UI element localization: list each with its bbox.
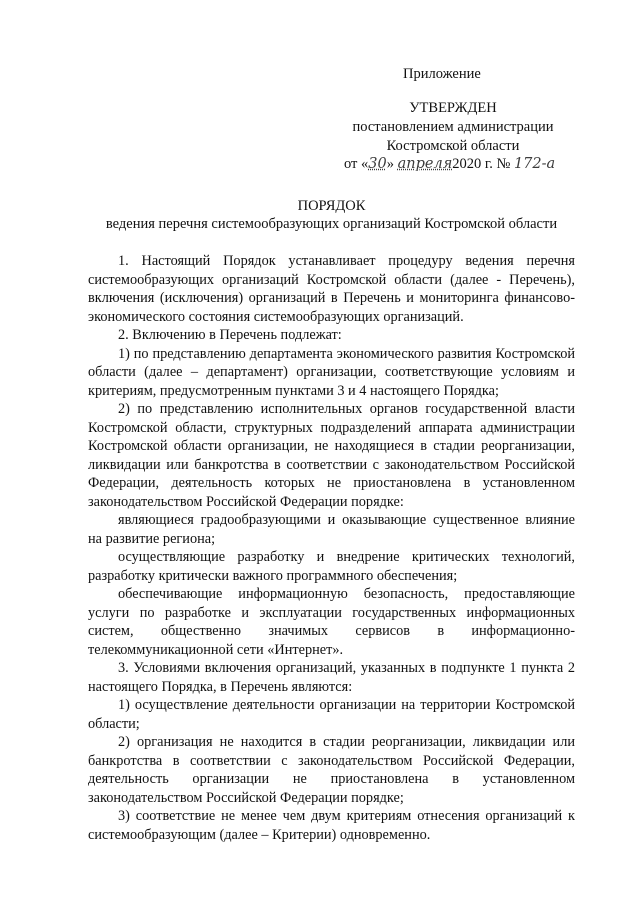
approved-stamp: УТВЕРЖДЕН (409, 100, 497, 116)
paragraph: 2. Включению в Перечень подлежат: (118, 327, 342, 343)
paragraph: 3. Условиями включения организаций, указанных в подпункте 1 пункта 2 настоящего Порядка, в Перечень являются: (88, 660, 575, 695)
document-title: ПОРЯДОК (297, 198, 366, 214)
paragraph: 1) по представлению департамента экономического развития Костромской области (далее – департамент) организации, соответствующие условиям и критериям, предусмотренным пунктами 3 и 4 настоящего Порядка; (88, 345, 575, 399)
paragraph: 1) осуществление деятельности организации на территории Костромской области; (88, 697, 575, 732)
date-month-handwritten: апреля (397, 156, 453, 172)
document-subtitle: ведения перечня системообразующих организаций Костромской области (105, 216, 558, 232)
paragraph: осуществляющие разработку и внедрение критических технологий, разработку критически важного программного обеспечения; (88, 549, 575, 584)
decree-number-handwritten: 172-а (513, 156, 556, 172)
paragraph: 1. Настоящий Порядок устанавливает процедуру ведения перечня системообразующих организаций Костромской области (далее - Перечень), включения (исключения) организаций в Перечень и мониторинга финансово-экономического состояния системообразующих организаций. (88, 253, 575, 325)
paragraph: являющиеся градообразующими и оказывающие существенное влияние на развитие региона; (88, 512, 575, 547)
document-body (88, 252, 575, 844)
region-line: Костромской области (386, 138, 520, 154)
date-mid: » (386, 156, 398, 172)
date-year: 2020 г. № (452, 156, 511, 172)
paragraph: обеспечивающие информационную безопасность, предоставляющие услуги по разработке и эксплуатации государственных информационных систем, общественно значимых сервисов в информационно-телекоммуникационной сети «Интернет». (88, 586, 575, 658)
date-day-handwritten: 30 (368, 156, 387, 172)
appendix-label: Приложение (403, 66, 481, 82)
date-prefix: от « (344, 156, 369, 172)
paragraph: 3) соответствие не менее чем двум критериям отнесения организаций к системообразующим (далее – Критерии) одновременно. (88, 808, 575, 843)
decree-date (344, 154, 555, 174)
decree-line: постановлением администрации (352, 119, 554, 135)
paragraph: 2) организация не находится в стадии реорганизации, ликвидации или банкротства в соответствии с законодательством Российской Федерации, деятельность организации не приостановлена в установленном законодательством Российской Федерации порядке; (88, 734, 575, 806)
paragraph: 2) по представлению исполнительных органов государственной власти Костромской области, структурных подразделений аппарата администрации Костромской области организации, не находящиеся в стадии реорганизации, ликвидации или банкротства в соответствии с законодательством Российской Федерации, деятельность которых не приостановлена в установленном законодательством Российской Федерации порядке: (88, 401, 575, 510)
